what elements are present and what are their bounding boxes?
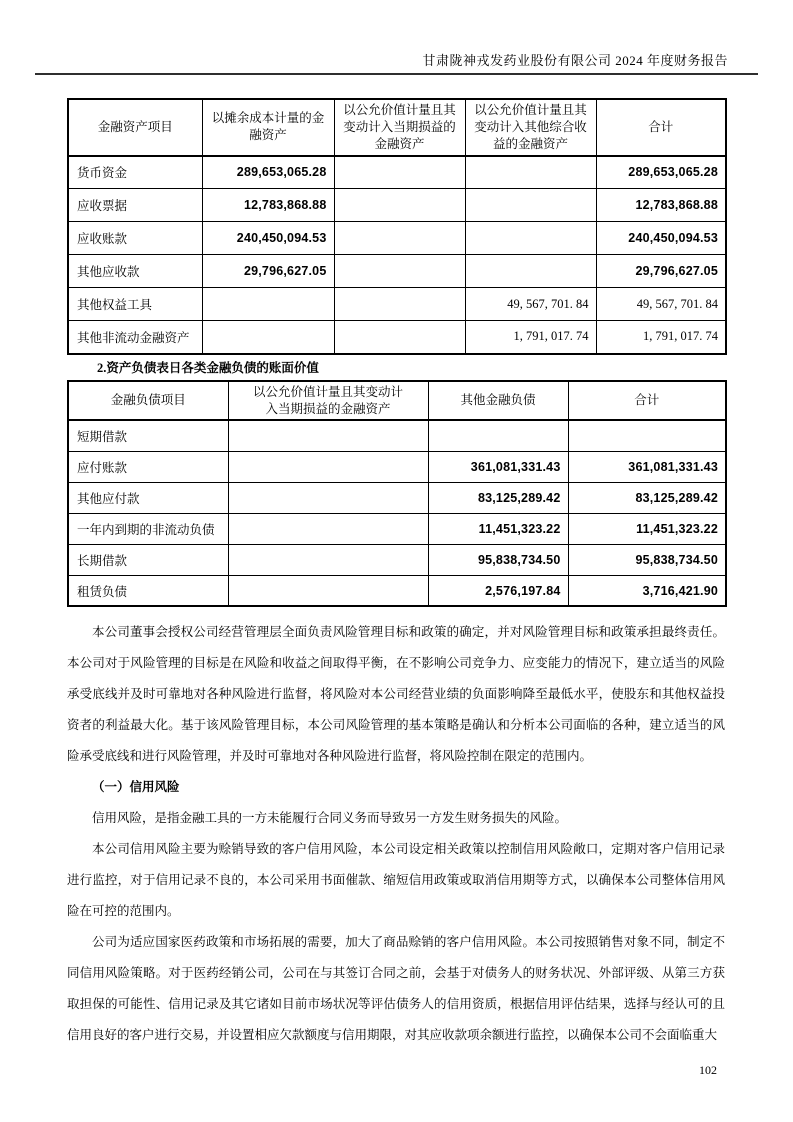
table-cell: [228, 513, 428, 544]
table-header-row: [68, 381, 726, 421]
table-row: [68, 189, 726, 222]
table-row: [68, 544, 726, 575]
report-title: 甘肃陇神戎发药业股份有限公司 2024 年度财务报告: [422, 53, 728, 68]
table-cell: 1, 791, 017. 74: [596, 321, 726, 354]
table-cell: 240,450,094.53: [202, 222, 334, 255]
table-cell: 289,653,065.28: [202, 156, 334, 189]
table-cell: 1, 791, 017. 74: [465, 321, 596, 354]
page-content: [67, 98, 725, 1078]
paragraph-credit-risk-definition: 信用风险，是指金融工具的一方未能履行合同义务而导致另一方发生财务损失的风险。: [92, 811, 568, 826]
table-cell: 29,796,627.05: [202, 255, 334, 288]
table-cell: 其他应收款: [68, 255, 202, 288]
table-cell: 3,716,421.90: [568, 575, 726, 606]
t1-header-total: 合计: [596, 99, 726, 156]
table-cell: 361,081,331.43: [428, 451, 568, 482]
table-row: [68, 513, 726, 544]
table-cell: [568, 420, 726, 451]
t1-header-amortized-cost: 以摊余成本计量的金融资产: [202, 99, 334, 156]
paragraph-risk-management: 本公司董事会授权公司经营管理层全面负责风险管理目标和政策的确定，并对风险管理目标和政策承担最终责任。本公司对于风险管理的目标是在风险和收益之间取得平衡，在不影响公司竞争力、应变能力的情况下，建立适当的风险承受底线并及时可靠地对各种风险进行监督，将风险对本公司经营业绩的负面影响降至最低水平，使股东和其他权益投资者的利益最大化。基于该风险管理目标，本公司风险管理的基本策略是确认和分析本公司面临的各种，建立适当的风险承受底线和进行风险管理，并及时可靠地对各种风险进行监督，将风险控制在限定的范围内。: [67, 625, 725, 764]
table-row: [68, 420, 726, 451]
table-cell: 12,783,868.88: [202, 189, 334, 222]
table-cell: [228, 420, 428, 451]
table-row: [68, 255, 726, 288]
table-cell: 361,081,331.43: [568, 451, 726, 482]
table-cell: 长期借款: [68, 544, 228, 575]
table-row: [68, 575, 726, 606]
table-cell: [202, 288, 334, 321]
table-cell: 货币资金: [68, 156, 202, 189]
table-cell: 其他权益工具: [68, 288, 202, 321]
table-cell: 应收票据: [68, 189, 202, 222]
table-cell: [334, 156, 465, 189]
table-header-row: [68, 99, 726, 156]
table-cell: 83,125,289.42: [428, 482, 568, 513]
table-cell: 29,796,627.05: [596, 255, 726, 288]
table-cell: 11,451,323.22: [428, 513, 568, 544]
table-row: [68, 222, 726, 255]
table-cell: [228, 482, 428, 513]
table-cell: 49, 567, 701. 84: [465, 288, 596, 321]
t2-header-fvtpl: [228, 381, 428, 421]
table-cell: [228, 544, 428, 575]
t2-header-other-liabilities: 其他金融负债: [428, 381, 568, 421]
table-cell: [202, 321, 334, 354]
page-header: [35, 0, 758, 75]
table-cell: [334, 321, 465, 354]
table-cell: [465, 222, 596, 255]
table-cell: 短期借款: [68, 420, 228, 451]
table-row: [68, 321, 726, 354]
table-cell: 应付账款: [68, 451, 228, 482]
table-cell: [334, 222, 465, 255]
t1-header-item: 金融资产项目: [68, 99, 202, 156]
table-row: [68, 482, 726, 513]
table-cell: 289,653,065.28: [596, 156, 726, 189]
t1-header-fvoci: 以公允价值计量且其变动计入其他综合收益的金融资产: [465, 99, 596, 156]
table-cell: 租赁负债: [68, 575, 228, 606]
body-text: [67, 617, 725, 1051]
paragraph-credit-risk-policy: 本公司信用风险主要为赊销导致的客户信用风险，本公司设定相关政策以控制信用风险敞口，定期对客户信用记录进行监控，对于信用记录不良的，本公司采用书面催款、缩短信用政策或取消信用期等方式，以确保本公司整体信用风险在可控的范围内。: [67, 842, 725, 919]
table-cell: 其他非流动金融资产: [68, 321, 202, 354]
table-cell: [465, 156, 596, 189]
table-cell: 其他应付款: [68, 482, 228, 513]
table-cell: [228, 451, 428, 482]
financial-assets-table: [67, 98, 727, 355]
table-cell: 应收账款: [68, 222, 202, 255]
table-cell: 83,125,289.42: [568, 482, 726, 513]
section-title: 2.资产负债表日各类金融负债的账面价值: [97, 360, 319, 375]
table-cell: 2,576,197.84: [428, 575, 568, 606]
t2-header-fvtpl-text: 以公允价值计量且其变动计入当期损益的金融资产: [252, 384, 403, 416]
table-cell: 一年内到期的非流动负债: [68, 513, 228, 544]
table-row: [68, 288, 726, 321]
table-cell: [334, 288, 465, 321]
table-cell: 240,450,094.53: [596, 222, 726, 255]
table-cell: [428, 420, 568, 451]
table-cell: [334, 189, 465, 222]
t1-header-fvtpl: 以公允价值计量且其变动计入当期损益的金融资产: [334, 99, 465, 156]
table-row: [68, 156, 726, 189]
paragraph-credit-risk-strategy: 公司为适应国家医药政策和市场拓展的需要，加大了商品赊销的客户信用风险。本公司按照销售对象不同，制定不同信用风险策略。对于医药经销公司，公司在与其签订合同之前，会基于对债务人的财务状况、外部评级、从第三方获取担保的可能性、信用记录及其它诸如目前市场状况等评估债务人的信用资质，根据信用评估结果，选择与经认可的且信用良好的客户进行交易，并设置相应欠款额度与信用期限，对其应收款项余额进行监控，以确保本公司不会面临重大: [67, 935, 725, 1043]
table-cell: 49, 567, 701. 84: [596, 288, 726, 321]
financial-liabilities-table: [67, 380, 727, 608]
heading-credit-risk: （一）信用风险: [92, 780, 180, 795]
table-cell: 95,838,734.50: [568, 544, 726, 575]
table-cell: 95,838,734.50: [428, 544, 568, 575]
table-cell: [334, 255, 465, 288]
t2-header-item: 金融负债项目: [68, 381, 228, 421]
page-number: 102: [699, 1063, 717, 1078]
table-cell: [228, 575, 428, 606]
table-row: [68, 451, 726, 482]
table-cell: [465, 255, 596, 288]
t2-header-total: 合计: [568, 381, 726, 421]
table-cell: 11,451,323.22: [568, 513, 726, 544]
table-cell: 12,783,868.88: [596, 189, 726, 222]
table-cell: [465, 189, 596, 222]
